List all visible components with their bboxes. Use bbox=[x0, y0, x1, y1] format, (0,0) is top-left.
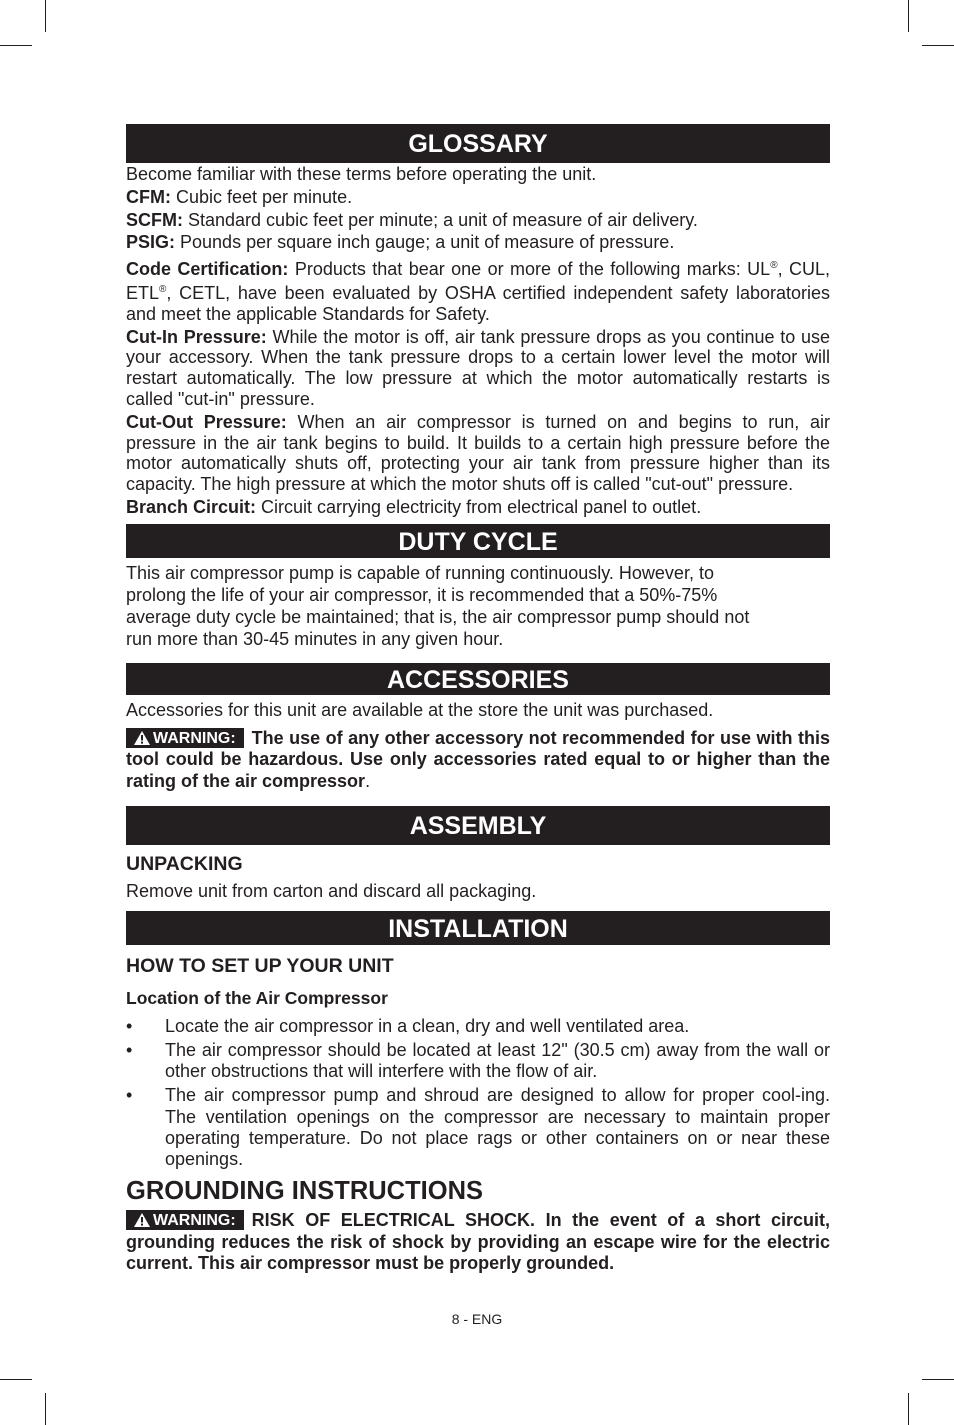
definition: While the motor is off, air tank pressure drops as you continue to use your accessory. When the tank pressure drops to a certain lower level the motor will restart automatically. The low pressure at which the motor automatically restarts is called "cut-in" pressure. bbox=[126, 326, 830, 409]
registered-mark: ® bbox=[159, 283, 167, 295]
bullet: • bbox=[126, 1015, 133, 1036]
term: PSIG: bbox=[126, 232, 176, 253]
text-line: prolong the life of your air compressor, it is recommended that a 50%-75% bbox=[126, 584, 718, 605]
definition: , CETL, have been evaluated by OSHA certified independent safety laboratories and meet the applicable Standards for Safety. bbox=[126, 282, 830, 324]
term: Cut-Out Pressure: bbox=[126, 411, 287, 432]
bullet: • bbox=[126, 1040, 133, 1061]
manual-page bbox=[126, 124, 830, 1275]
glossary-entry-psig bbox=[126, 232, 830, 253]
definition: Products that bear one or more of the following marks: UL bbox=[288, 259, 771, 280]
term: Cut-In Pressure: bbox=[126, 326, 267, 347]
crop-mark bbox=[0, 1379, 32, 1380]
glossary-entry-branch-circuit bbox=[126, 497, 830, 518]
definition: Cubic feet per minute. bbox=[170, 186, 353, 207]
unpacking-heading: UNPACKING bbox=[126, 853, 243, 876]
term: Branch Circuit: bbox=[126, 496, 257, 517]
definition: , CUL, ETL bbox=[126, 259, 830, 303]
glossary-entry-code-certification bbox=[126, 256, 830, 324]
glossary-entry-cut-out bbox=[126, 412, 830, 495]
glossary-intro: Become familiar with these terms before operating the unit. bbox=[126, 164, 597, 184]
accessories-heading: ACCESSORIES bbox=[126, 663, 830, 695]
list-item-text: Locate the air compressor in a clean, dry and well ventilated area. bbox=[165, 1015, 690, 1036]
glossary-entry-cut-in bbox=[126, 327, 830, 410]
warning-text: RISK OF ELECTRICAL SHOCK. In the event of a short circuit, grounding reduces the risk of shock by providing an escape wire for the electric current. This air compressor must be properly grounded. bbox=[126, 1210, 830, 1274]
glossary-entry-scfm bbox=[126, 210, 830, 231]
warning-label-text: WARNING: bbox=[153, 1212, 236, 1230]
page-number: 8 - ENG bbox=[451, 1311, 503, 1327]
crop-mark bbox=[908, 0, 909, 32]
crop-mark bbox=[45, 0, 46, 32]
installation-heading: INSTALLATION bbox=[126, 911, 830, 945]
crop-mark bbox=[0, 45, 32, 46]
warning-label bbox=[126, 1210, 244, 1230]
setup-heading: HOW TO SET UP YOUR UNIT bbox=[126, 954, 394, 977]
definition: When an air compressor is turned on and begins to run, air pressure in the air tank begins to build. It builds to a certain high pressure before the motor automatically shuts off, protecting your air tank from pressure higher than its capacity. The high pressure at which the motor shuts off is called "cut-out" pressure. bbox=[126, 411, 831, 495]
term: CFM: bbox=[126, 186, 171, 207]
warning-triangle-icon bbox=[134, 731, 150, 745]
assembly-heading: ASSEMBLY bbox=[126, 806, 830, 845]
definition: Circuit carrying electricity from electrical panel to outlet. bbox=[256, 496, 702, 517]
location-list bbox=[126, 1016, 830, 1170]
warning-triangle-icon bbox=[134, 1213, 150, 1227]
grounding-warning bbox=[126, 1210, 830, 1275]
duty-cycle-heading: DUTY CYCLE bbox=[126, 524, 830, 558]
term: SCFM: bbox=[126, 209, 183, 230]
warning-text: The use of any other accessory not recommended for use with this tool could be hazardous. Use only accessories rated equal to or higher than the rating of the air compressor bbox=[126, 727, 830, 791]
bullet: • bbox=[126, 1085, 133, 1106]
glossary-entry-cfm bbox=[126, 187, 830, 208]
definition: Standard cubic feet per minute; a unit of measure of air delivery. bbox=[183, 209, 698, 230]
duty-cycle-text bbox=[126, 562, 830, 650]
term: Code Certification: bbox=[126, 259, 289, 280]
registered-mark: ® bbox=[770, 260, 778, 272]
text-line: run more than 30-45 minutes in any given hour. bbox=[126, 628, 504, 649]
glossary-heading: GLOSSARY bbox=[126, 124, 830, 163]
list-item-text: The air compressor pump and shroud are designed to allow for proper cool-ing. The ventilation openings on the compressor are necessary to maintain proper operating temperature. Do not place rags or other containers on or near these openings. bbox=[165, 1085, 830, 1170]
grounding-heading: GROUNDING INSTRUCTIONS bbox=[126, 1177, 483, 1206]
list-item-text: The air compressor should be located at least 12" (30.5 cm) away from the wall or other obstructions that will interfere with the flow of air. bbox=[165, 1040, 830, 1082]
text-line: This air compressor pump is capable of running continuously. However, to bbox=[126, 562, 714, 583]
unpacking-text: Remove unit from carton and discard all packaging. bbox=[126, 881, 537, 902]
location-heading: Location of the Air Compressor bbox=[126, 987, 388, 1008]
crop-mark bbox=[922, 1379, 954, 1380]
warning-label bbox=[126, 728, 244, 748]
list-item bbox=[126, 1016, 830, 1037]
warning-label-text: WARNING: bbox=[153, 729, 236, 747]
crop-mark bbox=[45, 1393, 46, 1425]
warning-end: . bbox=[365, 770, 371, 791]
accessories-warning bbox=[126, 728, 830, 793]
crop-mark bbox=[908, 1393, 909, 1425]
accessories-text: Accessories for this unit are available at the store the unit was purchased. bbox=[126, 699, 714, 720]
definition: Pounds per square inch gauge; a unit of measure of pressure. bbox=[175, 232, 675, 253]
crop-mark bbox=[922, 45, 954, 46]
list-item bbox=[126, 1085, 830, 1170]
list-item bbox=[126, 1040, 830, 1082]
text-line: average duty cycle be maintained; that is, the air compressor pump should not bbox=[126, 606, 750, 627]
